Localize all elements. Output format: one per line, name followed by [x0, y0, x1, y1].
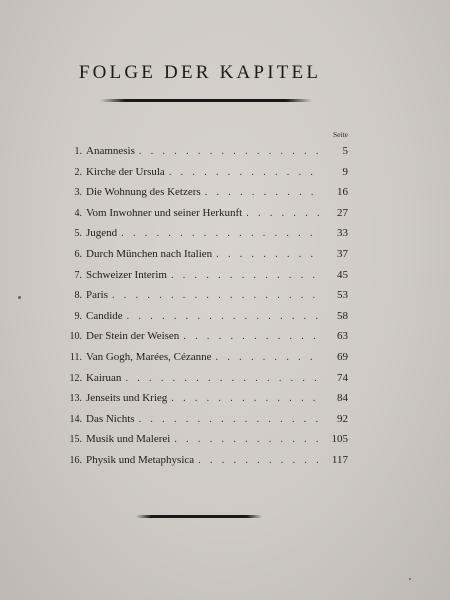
chapter-title: Physik und Metaphysica [86, 453, 195, 466]
chapter-page: 9 [342, 165, 348, 178]
chapter-title: Vom Inwohner und seiner Herkunft [86, 206, 243, 219]
chapter-title: Van Gogh, Marées, Cézanne [86, 350, 212, 363]
toc-entry [62, 248, 348, 269]
chapter-number: 2. [74, 166, 82, 178]
toc-entry [62, 269, 348, 290]
chapter-number: 11. [69, 351, 82, 363]
dot-leader [174, 434, 322, 445]
chapter-number: 8. [74, 290, 82, 302]
toc-entry [62, 413, 348, 434]
toc-entry [62, 227, 348, 248]
chapter-page: 58 [337, 309, 348, 322]
chapter-page: 16 [337, 186, 348, 199]
toc-entry [62, 207, 348, 228]
dot-leader [216, 249, 322, 260]
dot-leader [246, 208, 322, 219]
dot-leader [205, 187, 322, 198]
table-of-contents [62, 145, 348, 475]
dot-leader [139, 414, 322, 425]
chapter-page: 37 [337, 247, 348, 260]
chapter-title: Paris [86, 289, 108, 302]
chapter-page: 33 [337, 227, 348, 240]
title-rule [100, 99, 312, 102]
chapter-title: Anamnesis [86, 145, 135, 157]
chapter-number: 14. [69, 413, 82, 425]
dot-leader [112, 290, 322, 301]
chapter-page: 45 [337, 268, 348, 281]
toc-entry [62, 433, 348, 454]
toc-entry [62, 372, 348, 393]
chapter-title: Jenseits und Krieg [86, 392, 168, 405]
toc-entry [62, 351, 348, 372]
toc-entry [62, 310, 348, 331]
chapter-number: 5. [74, 228, 82, 240]
chapter-number: 6. [74, 248, 82, 260]
chapter-number: 13. [69, 393, 82, 405]
chapter-page: 92 [337, 412, 348, 425]
dot-leader [127, 311, 322, 322]
dot-leader [171, 270, 322, 281]
chapter-number: 1. [74, 146, 82, 157]
chapter-number: 10. [69, 331, 82, 343]
chapter-number: 15. [69, 434, 82, 446]
chapter-title: Candide [86, 309, 123, 322]
dot-leader [125, 373, 322, 384]
chapter-title: Schweizer Interim [86, 268, 167, 281]
chapter-page: 105 [331, 433, 348, 446]
closing-rule [136, 515, 262, 518]
toc-entry [62, 186, 348, 207]
chapter-number: 16. [69, 454, 82, 466]
toc-entry [62, 289, 348, 310]
toc-entry [62, 454, 348, 475]
chapter-title: Durch München nach Italien [86, 247, 213, 260]
chapter-page: 84 [337, 392, 348, 405]
chapter-title: Musik und Malerei [86, 433, 171, 446]
chapter-title: Das Nichts [86, 412, 135, 425]
dot-leader [198, 455, 322, 466]
dot-leader [171, 393, 322, 404]
toc-entry [62, 166, 348, 187]
dot-leader [169, 167, 322, 178]
dot-leader [121, 228, 322, 239]
chapter-number: 7. [74, 269, 82, 281]
toc-entry [62, 392, 348, 413]
chapter-page: 27 [337, 206, 348, 219]
chapter-number: 12. [69, 372, 82, 384]
chapter-page: 63 [337, 330, 348, 343]
chapter-page: 74 [337, 371, 348, 384]
page-title: FOLGE DER KAPITEL [78, 62, 322, 83]
chapter-title: Jugend [86, 227, 118, 240]
chapter-number: 3. [74, 187, 82, 199]
paper-speck [409, 578, 411, 580]
chapter-title: Die Wohnung des Ketzers [86, 186, 201, 199]
dot-leader [139, 146, 322, 157]
page-column-header: Seite [333, 130, 348, 139]
chapter-page: 69 [337, 350, 348, 363]
dot-leader [183, 331, 322, 342]
chapter-title: Kirche der Ursula [86, 165, 165, 178]
chapter-title: Kairuan [86, 371, 122, 384]
chapter-title: Der Stein der Weisen [86, 330, 180, 343]
chapter-number: 9. [74, 310, 82, 322]
toc-entry [62, 145, 348, 166]
dot-leader [216, 352, 322, 363]
chapter-page: 53 [337, 289, 348, 302]
chapter-number: 4. [74, 207, 82, 219]
toc-entry [62, 330, 348, 351]
chapter-page: 5 [342, 145, 348, 157]
chapter-page: 117 [331, 453, 348, 466]
paper-speck [18, 296, 21, 299]
